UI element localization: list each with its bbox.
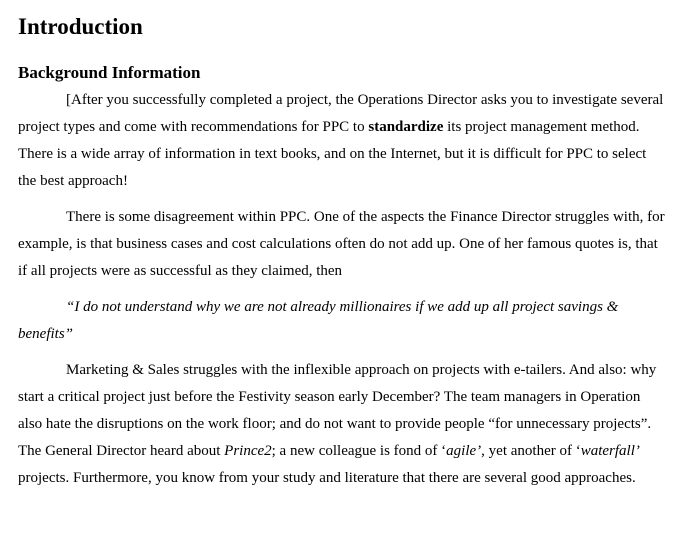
paragraph-4-italic-agile: agile’ [446,443,482,459]
section-heading: Background Information [18,63,201,82]
quote-paragraph: “I do not understand why we are not already millionaires if we add up all project savings & benefits” [18,299,619,342]
paragraph-1 [18,87,668,195]
paragraph-1-text-b: its project management method. There is a wide array of information in text books, and on the Internet, but it is difficult for PPC to select the best approach! [18,119,647,189]
paragraph-4-text-a: Marketing & Sales struggles with the inflexible approach on projects with e-tailers. And also: why start a critical project just before the Festivity season early December? The team managers in Operation also hate the disruptions on the work floor; and do not want to provide people “for unnecessary projects”. The General Director heard about [18,362,657,459]
paragraph-1-bold-term: standardize [368,119,444,135]
paragraph-4-text-b: ; a new colleague is fond of ‘ [271,443,447,459]
paragraph-4-text-c: , yet another of ‘ [481,443,581,459]
paragraph-1-text-a: [After you successfully completed a project, the Operations Director asks you to investigate several project types and come with recommendations for PPC to [18,92,664,135]
paragraph-4-text-d: projects. Furthermore, you know from your study and literature that there are several good approaches. [18,470,636,486]
paragraph-2: There is some disagreement within PPC. One of the aspects the Finance Director struggles with, for example, is that business cases and cost calculations often do not add up. One of her famous quotes is, that if all projects were as successful as they claimed, then [18,209,665,279]
page-title: Introduction [18,14,143,39]
paragraph-4-italic-waterfall: waterfall’ [580,443,640,459]
paragraph-4-italic-prince2: Prince2 [224,443,272,459]
paragraph-4 [18,357,668,492]
